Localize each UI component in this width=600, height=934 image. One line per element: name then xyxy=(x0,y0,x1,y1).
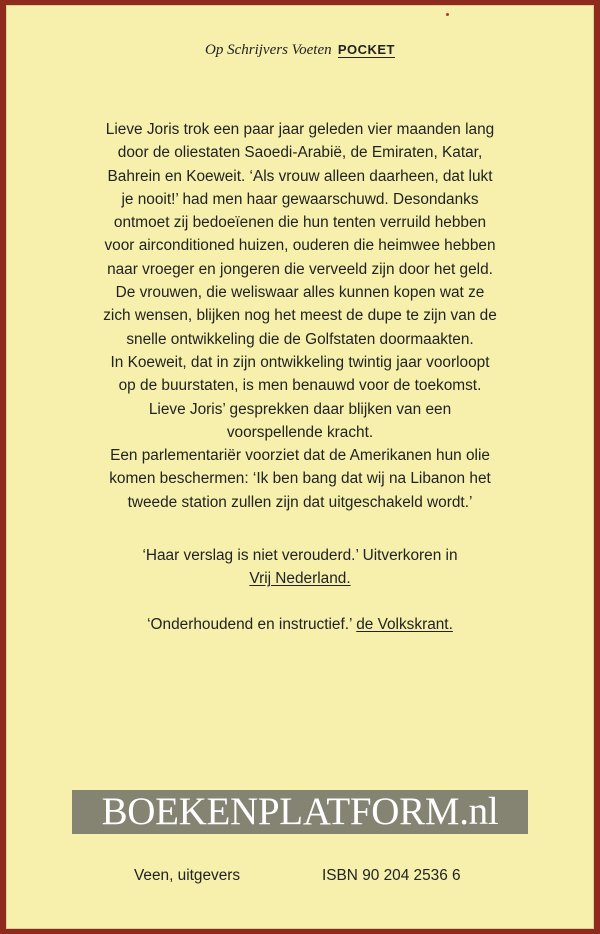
blurb-line: In Koeweit, dat in zijn ontwikkeling twintig jaar voorloopt xyxy=(110,353,490,371)
review-quote-volkskrant xyxy=(60,613,540,636)
review-quote-vrij-nederland xyxy=(60,544,540,591)
blurb-line: Bahrein en Koeweit. ‘Als vrouw alleen daarheen, dat lukt xyxy=(107,167,493,185)
quote-text: ‘Haar verslag is niet verouderd.’ Uitverkoren in xyxy=(142,547,458,564)
blurb-line: Lieve Joris’ gesprekken daar blijken van een xyxy=(148,400,452,418)
series-heading xyxy=(0,41,600,59)
blurb-line: De vrouwen, die weliswaar alles kunnen kopen wat ze xyxy=(115,284,485,302)
series-name: Op Schrijvers Voeten xyxy=(205,42,332,58)
quote-text: ‘Onderhoudend en instructief.’ xyxy=(147,616,352,633)
blurb-line: naar vroeger en jongeren die verveeld zijn door het geld. xyxy=(107,260,493,278)
blurb-line: tweede station zullen zijn dat uitgeschakeld wordt.’ xyxy=(127,493,473,511)
blurb-line: Lieve Joris trok een paar jaar geleden vier maanden lang xyxy=(105,121,495,138)
blurb-line: zich wensen, blijken nog het meest de dupe te zijn van de xyxy=(103,307,497,325)
blurb-line: komen beschermen: ‘Ik ben bang dat wij na Libanon het xyxy=(109,470,491,488)
pocket-label: POCKET xyxy=(337,42,395,57)
blurb-line: ontmoet zij bedoeïenen die hun tenten verruild hebben xyxy=(113,214,487,232)
blurb-line: door de oliestaten Saoedi-Arabië, de Emiraten, Katar, xyxy=(117,144,483,162)
blurb-line: snelle ontwikkeling die de Golfstaten doormaakten. xyxy=(126,330,474,348)
quote-source: Vrij Nederland. xyxy=(249,570,351,588)
blurb-text xyxy=(60,118,540,514)
watermark-banner: BOEKENPLATFORM.nl xyxy=(72,790,528,834)
blurb-line: voorspellende kracht. xyxy=(226,423,374,441)
print-speck xyxy=(446,13,449,16)
quote-source: de Volkskrant. xyxy=(356,616,453,633)
blurb-line: Een parlementariër voorziet dat de Amerikanen hun olie xyxy=(110,447,490,465)
blurb-line: voor airconditioned huizen, ouderen die heimwee hebben xyxy=(104,237,496,255)
publisher-name: Veen, uitgevers xyxy=(134,867,241,884)
blurb-line: op de buurstaten, is men benauwd voor de toekomst. xyxy=(118,377,482,395)
isbn-number: ISBN 90 204 2536 6 xyxy=(322,867,461,884)
blurb-line: je nooit!’ had men haar gewaarschuwd. Desondanks xyxy=(121,190,479,208)
